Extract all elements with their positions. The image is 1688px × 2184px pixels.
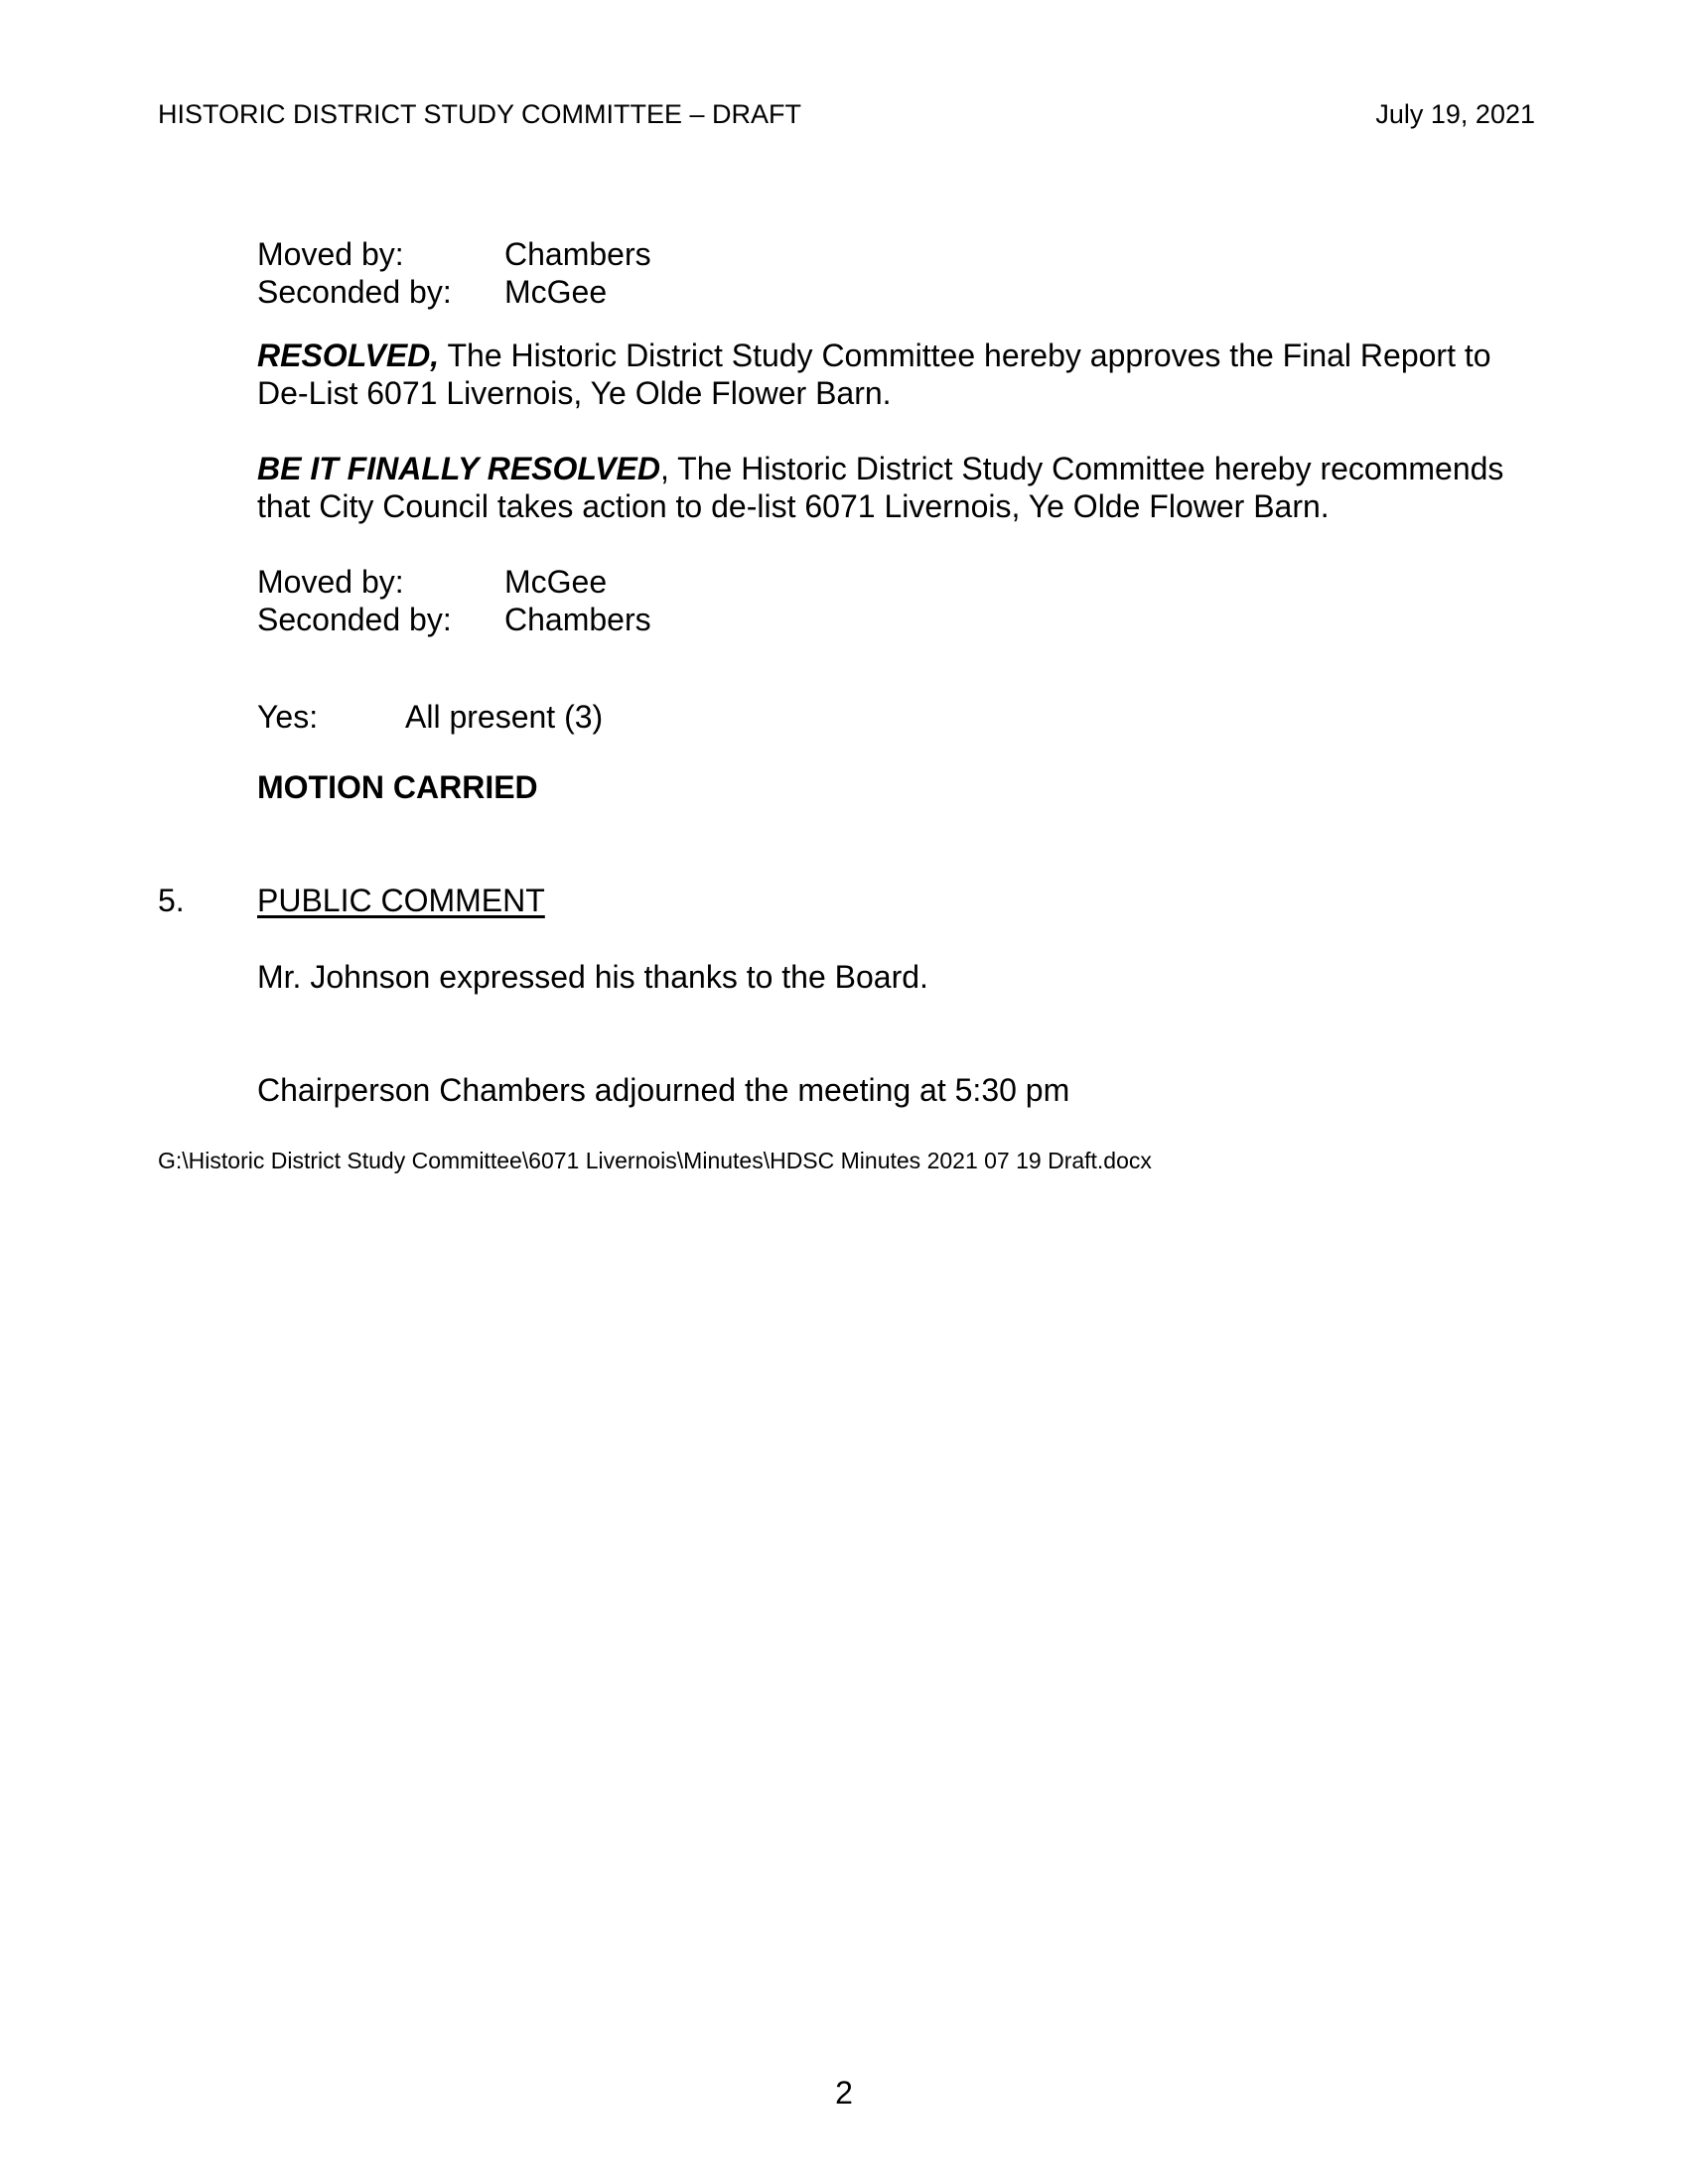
finally-resolved-text-line2: that City Council takes action to de-list 6071 Livernois, Ye Olde Flower Barn. <box>257 488 1330 524</box>
finally-resolved-lead: BE IT FINALLY RESOLVED <box>257 451 660 486</box>
public-comment-text: Mr. Johnson expressed his thanks to the Board. <box>257 959 928 995</box>
vote-value: All present (3) <box>405 699 604 735</box>
moved-by-value: McGee <box>504 564 608 600</box>
resolved-paragraph <box>257 337 1548 412</box>
finally-resolved-paragraph <box>257 450 1548 525</box>
seconded-by-label: Seconded by: <box>257 274 452 310</box>
resolved-lead: RESOLVED, <box>257 338 440 373</box>
moved-by-label: Moved by: <box>257 236 404 272</box>
seconded-by-label: Seconded by: <box>257 602 452 637</box>
adjournment-text: Chairperson Chambers adjourned the meeting at 5:30 pm <box>257 1072 1070 1108</box>
section-number: 5. <box>158 883 185 918</box>
moved-by-value: Chambers <box>504 236 651 272</box>
finally-resolved-text-line1: , The Historic District Study Committee hereby recommends <box>659 451 1504 486</box>
seconded-by-value: Chambers <box>504 602 651 637</box>
seconded-by-value: McGee <box>504 274 608 310</box>
vote-label: Yes: <box>257 699 319 735</box>
moved-by-label: Moved by: <box>257 564 404 600</box>
section-heading: PUBLIC COMMENT <box>257 883 545 918</box>
header-date: July 19, 2021 <box>1375 99 1535 129</box>
motion-result: MOTION CARRIED <box>257 769 538 805</box>
resolved-text-line1: The Historic District Study Committee hereby approves the Final Report to <box>439 338 1491 373</box>
page-number: 2 <box>835 2075 853 2111</box>
header-title: HISTORIC DISTRICT STUDY COMMITTEE – DRAFT <box>158 99 802 129</box>
file-path: G:\Historic District Study Committee\6071 Livernois\Minutes\HDSC Minutes 2021 07 19 Draft.docx <box>158 1148 1152 1173</box>
resolved-text-line2: De-List 6071 Livernois, Ye Olde Flower Barn. <box>257 375 892 411</box>
